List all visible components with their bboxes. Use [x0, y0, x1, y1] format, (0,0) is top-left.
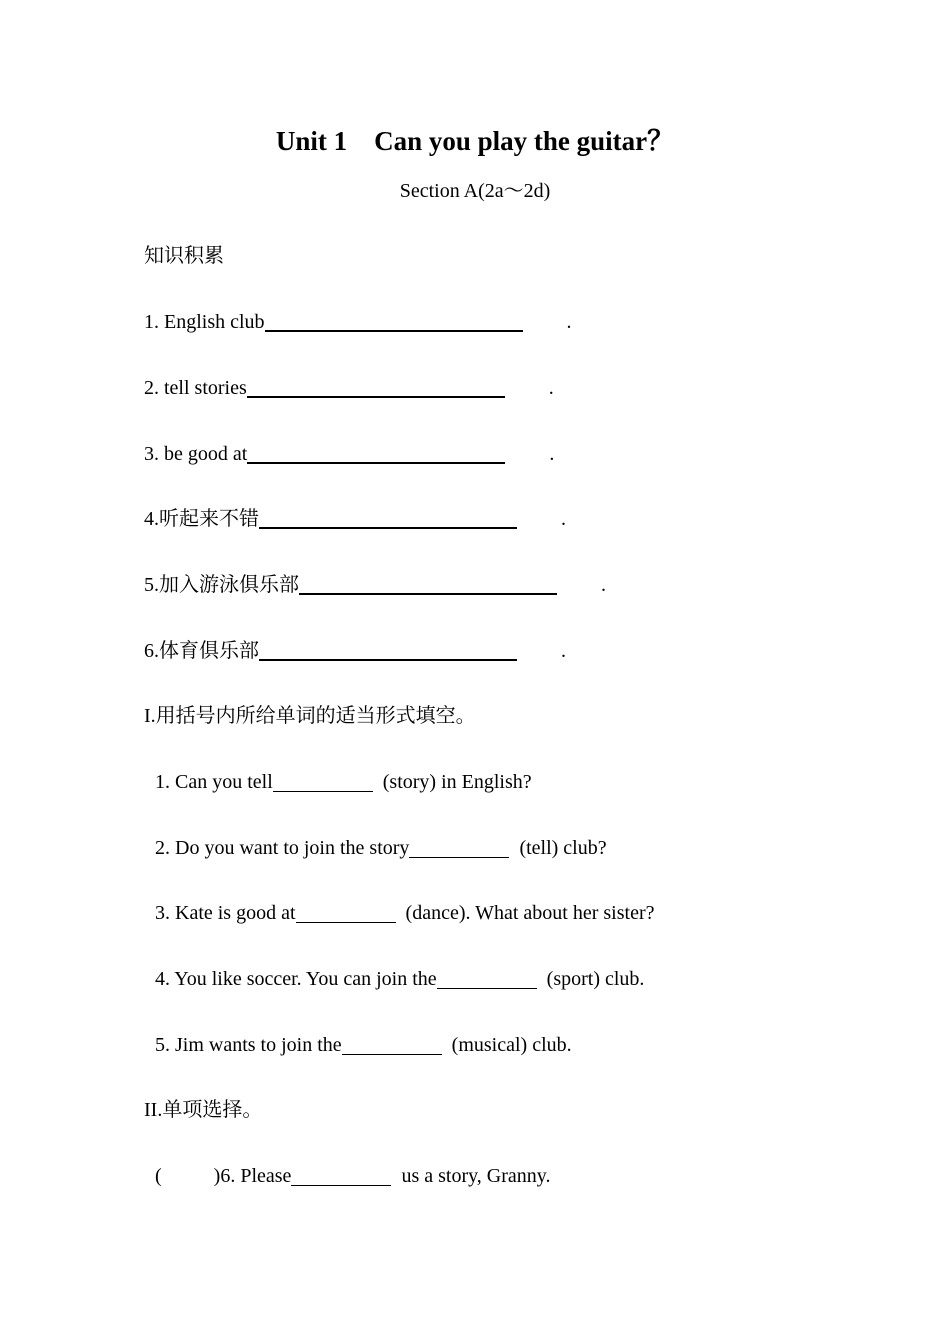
question-text: 3. Kate is good at	[155, 902, 296, 924]
question-text: 5. Jim wants to join the	[155, 1034, 342, 1056]
knowledge-item-3	[144, 438, 554, 470]
question-text-after: us a story, Granny.	[401, 1165, 551, 1187]
answer-blank[interactable]	[265, 308, 523, 332]
part2-item-6	[155, 1160, 550, 1192]
knowledge-item-end: .	[561, 640, 566, 662]
answer-blank[interactable]	[342, 1032, 442, 1055]
knowledge-item-4	[144, 503, 566, 535]
knowledge-item-prompt: 5.加入游泳俱乐部	[144, 574, 299, 596]
part1-item-1	[155, 766, 532, 798]
knowledge-item-prompt: 3. be good at	[144, 443, 248, 465]
page-title: Unit 1 Can you play the guitar？	[275, 126, 675, 156]
part1-heading: I.用括号内所给单词的适当形式填空。	[144, 705, 476, 727]
answer-paren-open: (	[155, 1165, 162, 1187]
part1-item-2	[155, 832, 607, 864]
question-hint: (tell) club?	[519, 837, 607, 859]
answer-blank[interactable]	[437, 966, 537, 989]
knowledge-heading: 知识积累	[144, 245, 224, 267]
question-hint: (story) in English?	[382, 771, 532, 793]
answer-blank[interactable]	[273, 769, 373, 792]
answer-blank[interactable]	[409, 835, 509, 858]
knowledge-item-end: .	[561, 508, 566, 530]
answer-blank[interactable]	[259, 637, 517, 661]
knowledge-item-prompt: 1. English club	[144, 311, 265, 333]
knowledge-item-6	[144, 635, 566, 667]
question-text: 2. Do you want to join the story	[155, 837, 410, 859]
knowledge-item-end: .	[601, 574, 606, 596]
answer-blank[interactable]	[259, 505, 517, 529]
knowledge-item-2	[144, 372, 554, 404]
question-hint: (sport) club.	[546, 968, 645, 990]
answer-blank[interactable]	[291, 1163, 391, 1186]
answer-blank[interactable]	[296, 900, 396, 923]
knowledge-item-end: .	[566, 311, 572, 333]
knowledge-item-1	[144, 306, 572, 338]
question-hint: (musical) club.	[451, 1034, 572, 1056]
answer-blank[interactable]	[299, 571, 557, 595]
part1-item-5	[155, 1029, 572, 1061]
page-subtitle: Section A(2a～2d)	[399, 180, 551, 202]
knowledge-item-5	[144, 569, 606, 601]
knowledge-item-prompt: 2. tell stories	[144, 377, 247, 399]
answer-blank[interactable]	[247, 374, 505, 398]
part1-item-4	[155, 963, 644, 995]
answer-blank[interactable]	[247, 440, 505, 464]
knowledge-item-prompt: 4.听起来不错	[144, 508, 259, 530]
question-text: 4. You like soccer. You can join the	[155, 968, 437, 990]
part2-heading: II.单项选择。	[144, 1099, 263, 1121]
knowledge-item-prompt: 6.体育俱乐部	[144, 640, 259, 662]
part1-item-3	[155, 897, 655, 929]
question-text: 1. Can you tell	[155, 771, 273, 793]
knowledge-item-end: .	[549, 443, 555, 465]
knowledge-item-end: .	[548, 377, 554, 399]
question-text: )6. Please	[213, 1165, 292, 1187]
question-hint: (dance). What about her sister?	[405, 902, 655, 924]
